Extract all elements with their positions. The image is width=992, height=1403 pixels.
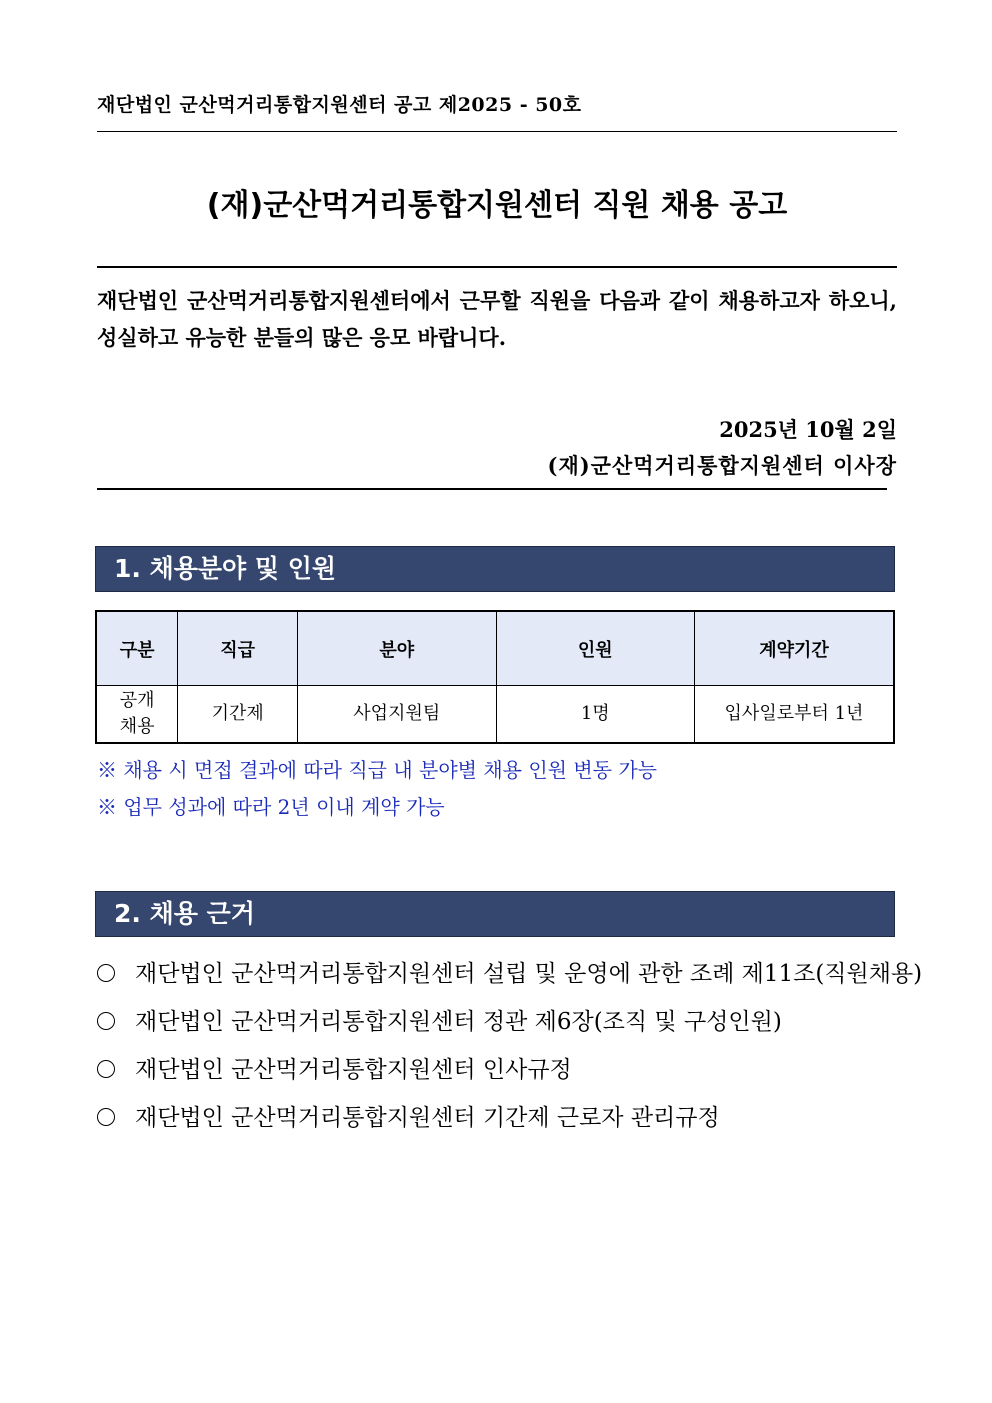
recruitment-notes	[97, 752, 657, 826]
notice-date: 2025년 10월 2일	[719, 417, 897, 442]
section-heading-recruitment: 1. 채용분야 및 인원	[95, 546, 895, 592]
header-divider	[97, 131, 897, 132]
circle-bullet-icon	[97, 1108, 115, 1126]
signature-divider	[97, 488, 887, 490]
table-row	[96, 686, 894, 744]
circle-bullet-icon	[97, 964, 115, 982]
list-item: 재단법인 군산먹거리통합지원센터 인사규정	[97, 1046, 922, 1094]
circle-bullet-icon	[97, 1012, 115, 1030]
table-header-row	[96, 611, 894, 686]
notice-number: 재단법인 군산먹거리통합지원센터 공고 제2025 - 50호	[97, 94, 582, 116]
circle-bullet-icon	[97, 1060, 115, 1078]
note-item: ※ 업무 성과에 따라 2년 이내 계약 가능	[97, 795, 445, 819]
list-item: 재단법인 군산먹거리통합지원센터 설립 및 운영에 관한 조례 제11조(직원채용)	[97, 950, 922, 998]
intro-paragraph: 재단법인 군산먹거리통합지원센터에서 근무할 직원을 다음과 같이 채용하고자 하오니, 성실하고 유능한 분들의 많은 응모 바랍니다.	[97, 288, 897, 350]
cell-contract: 입사일로부터 1년	[694, 686, 894, 744]
recruitment-table	[95, 610, 895, 744]
page-title: (재)군산먹거리통합지원센터 직원 채용 공고	[206, 188, 788, 223]
list-item: 재단법인 군산먹거리통합지원센터 정관 제6장(조직 및 구성인원)	[97, 998, 922, 1046]
col-header-category: 구분	[96, 611, 178, 686]
cell-category	[96, 686, 178, 744]
cell-rank: 기간제	[178, 686, 298, 744]
col-header-contract: 계약기간	[694, 611, 894, 686]
section-heading-basis: 2. 채용 근거	[95, 891, 895, 937]
col-header-headcount: 인원	[496, 611, 694, 686]
basis-list	[97, 950, 922, 1142]
issuer-name: (재)군산먹거리통합지원센터 이사장	[547, 453, 897, 478]
note-item: ※ 채용 시 면접 결과에 따라 직급 내 분야별 채용 인원 변동 가능	[97, 758, 657, 782]
cell-category-line1: 공개	[119, 690, 155, 711]
cell-category-line2: 채용	[119, 716, 155, 737]
cell-headcount: 1명	[496, 686, 694, 744]
col-header-field: 분야	[298, 611, 496, 686]
col-header-rank: 직급	[178, 611, 298, 686]
title-divider	[97, 266, 897, 268]
list-item: 재단법인 군산먹거리통합지원센터 기간제 근로자 관리규정	[97, 1094, 922, 1142]
cell-field: 사업지원팀	[298, 686, 496, 744]
